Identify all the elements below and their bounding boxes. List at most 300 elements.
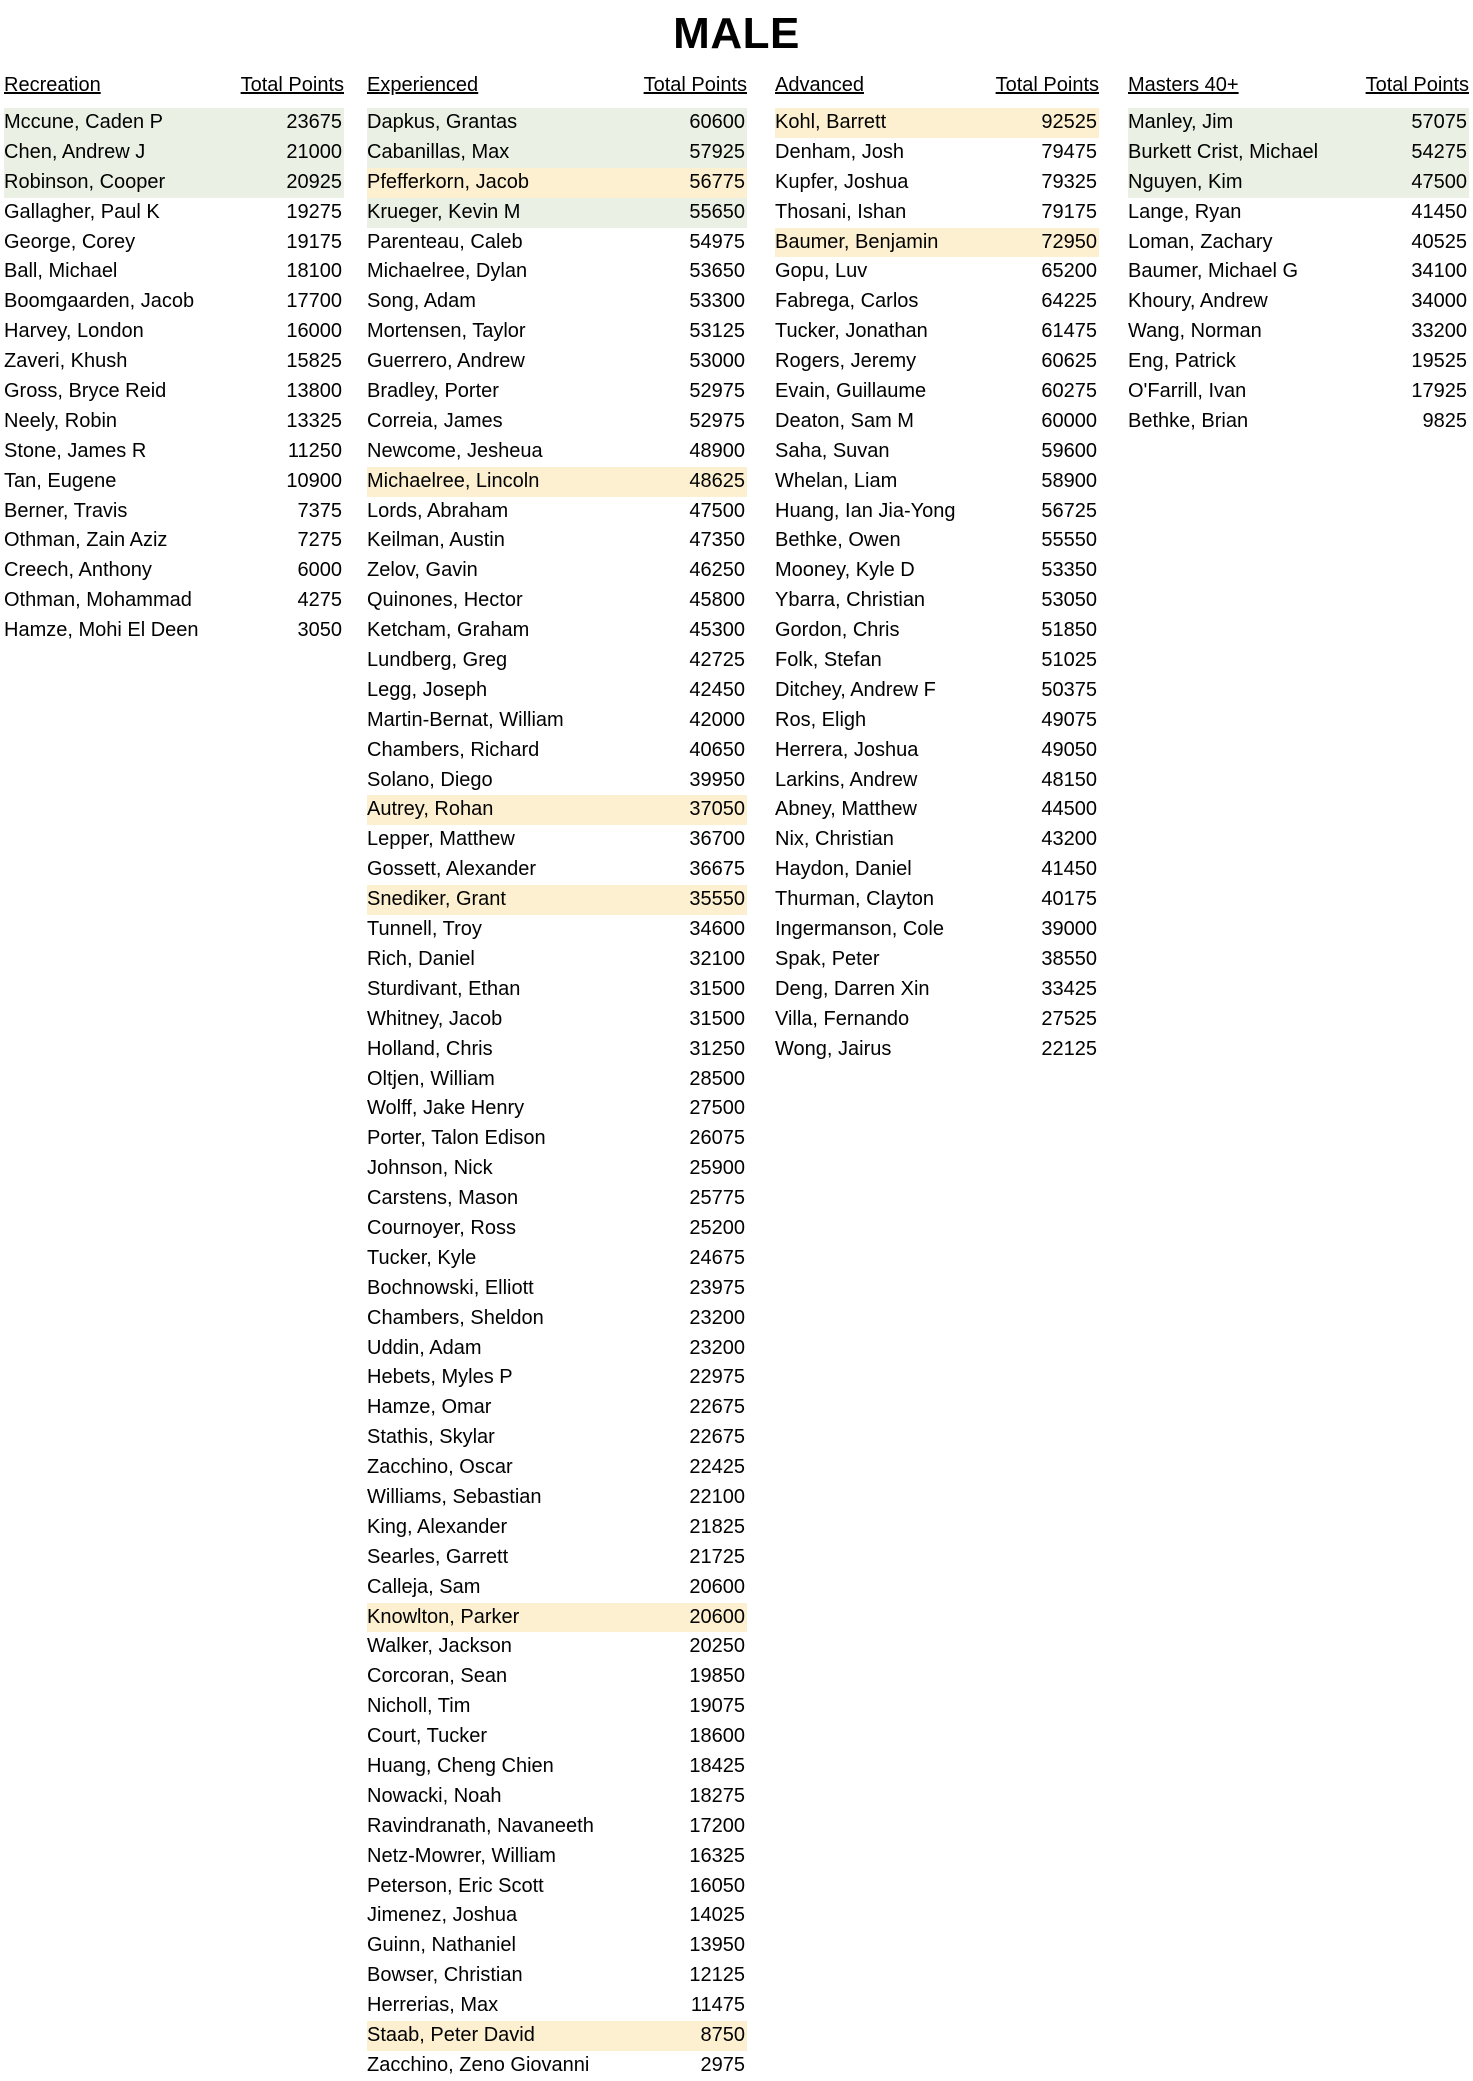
table-row xyxy=(367,646,747,676)
total-points: 47350 xyxy=(689,529,745,552)
table-row xyxy=(367,586,747,616)
table-row xyxy=(367,1872,747,1902)
total-points: 25900 xyxy=(689,1157,745,1180)
total-points: 31500 xyxy=(689,1007,745,1030)
total-points: 56775 xyxy=(689,170,745,193)
table-row xyxy=(367,1842,747,1872)
player-name: Tucker, Jonathan xyxy=(775,320,928,343)
player-name: Corcoran, Sean xyxy=(367,1665,508,1688)
total-points: 41450 xyxy=(1411,200,1467,223)
table-row xyxy=(4,287,344,317)
table-row xyxy=(367,526,747,556)
total-points: 40650 xyxy=(689,738,745,761)
total-points: 6000 xyxy=(297,559,342,582)
total-points: 40175 xyxy=(1041,888,1097,911)
total-points: 55650 xyxy=(689,200,745,223)
total-points: 16325 xyxy=(689,1844,745,1867)
total-points: 55550 xyxy=(1041,529,1097,552)
player-name: Williams, Sebastian xyxy=(367,1485,542,1508)
table-row xyxy=(367,1184,747,1214)
table-row xyxy=(775,108,1099,138)
table-row xyxy=(4,138,344,168)
total-points: 48900 xyxy=(689,439,745,462)
player-name: Wang, Norman xyxy=(1128,320,1262,343)
player-name: Nguyen, Kim xyxy=(1128,170,1243,193)
player-name: Bochnowski, Elliott xyxy=(367,1276,534,1299)
table-row xyxy=(4,108,344,138)
total-points: 49050 xyxy=(1041,738,1097,761)
table-row xyxy=(775,795,1099,825)
player-name: Khoury, Andrew xyxy=(1128,290,1268,313)
player-name: Johnson, Nick xyxy=(367,1157,493,1180)
player-name: Michaelree, Dylan xyxy=(367,260,528,283)
total-points: 16050 xyxy=(689,1874,745,1897)
total-points: 47500 xyxy=(689,499,745,522)
total-points: 35550 xyxy=(689,888,745,911)
player-name: Bethke, Brian xyxy=(1128,409,1249,432)
player-name: Zacchino, Oscar xyxy=(367,1456,513,1479)
player-name: Tan, Eugene xyxy=(4,469,117,492)
total-points: 12125 xyxy=(689,1964,745,1987)
player-name: Gross, Bryce Reid xyxy=(4,380,167,403)
player-name: Lundberg, Greg xyxy=(367,649,508,672)
total-points: 32100 xyxy=(689,947,745,970)
division-name: Experienced xyxy=(367,74,479,96)
total-points: 19275 xyxy=(286,200,342,223)
player-name: Uddin, Adam xyxy=(367,1336,482,1359)
player-name: George, Corey xyxy=(4,230,136,253)
player-name: Peterson, Eric Scott xyxy=(367,1874,544,1897)
total-points: 57925 xyxy=(689,140,745,163)
player-name: Huang, Ian Jia-Yong xyxy=(775,499,956,522)
table-row xyxy=(367,1812,747,1842)
player-name: Autrey, Rohan xyxy=(367,798,494,821)
points-header: Total Points xyxy=(240,74,344,96)
table-row xyxy=(367,855,747,885)
player-name: Ball, Michael xyxy=(4,260,118,283)
table-row xyxy=(367,616,747,646)
division-header xyxy=(775,70,1099,100)
table-row xyxy=(367,1005,747,1035)
player-name: Krueger, Kevin M xyxy=(367,200,521,223)
player-name: Lepper, Matthew xyxy=(367,828,515,851)
total-points: 28500 xyxy=(689,1067,745,1090)
table-row xyxy=(367,766,747,796)
player-name: Whitney, Jacob xyxy=(367,1007,503,1030)
total-points: 19525 xyxy=(1411,350,1467,373)
total-points: 16000 xyxy=(286,320,342,343)
total-points: 13325 xyxy=(286,409,342,432)
table-row xyxy=(775,347,1099,377)
player-name: Knowlton, Parker xyxy=(367,1605,520,1628)
table-row xyxy=(1128,407,1469,437)
total-points: 19850 xyxy=(689,1665,745,1688)
player-name: Evain, Guillaume xyxy=(775,380,927,403)
player-name: Saha, Suvan xyxy=(775,439,890,462)
table-row xyxy=(775,198,1099,228)
total-points: 22675 xyxy=(689,1396,745,1419)
total-points: 41450 xyxy=(1041,858,1097,881)
player-name: Zelov, Gavin xyxy=(367,559,478,582)
table-row xyxy=(367,1782,747,1812)
total-points: 52975 xyxy=(689,380,745,403)
table-row xyxy=(775,975,1099,1005)
player-name: Tucker, Kyle xyxy=(367,1246,477,1269)
total-points: 20600 xyxy=(689,1605,745,1628)
table-row xyxy=(367,736,747,766)
player-name: Deaton, Sam M xyxy=(775,409,914,432)
table-row xyxy=(367,407,747,437)
table-row xyxy=(1128,138,1469,168)
table-row xyxy=(775,168,1099,198)
table-row xyxy=(367,885,747,915)
player-name: Villa, Fernando xyxy=(775,1007,910,1030)
total-points: 36675 xyxy=(689,858,745,881)
player-name: Court, Tucker xyxy=(367,1725,488,1748)
player-name: Denham, Josh xyxy=(775,140,904,163)
table-row xyxy=(775,377,1099,407)
total-points: 11475 xyxy=(690,1994,745,2017)
player-name: Hebets, Myles P xyxy=(367,1366,513,1389)
page-title: MALE xyxy=(673,9,800,58)
player-name: Herrerias, Max xyxy=(367,1994,499,2017)
table-row xyxy=(1128,317,1469,347)
player-name: Othman, Mohammad xyxy=(4,589,192,612)
table-row xyxy=(367,138,747,168)
total-points: 54975 xyxy=(689,230,745,253)
total-points: 27525 xyxy=(1041,1007,1097,1030)
player-name: Burkett Crist, Michael xyxy=(1128,140,1319,163)
player-name: Netz-Mowrer, William xyxy=(367,1844,556,1867)
table-row xyxy=(4,198,344,228)
player-name: Manley, Jim xyxy=(1128,111,1234,133)
player-name: Bowser, Christian xyxy=(367,1964,523,1987)
total-points: 42725 xyxy=(689,649,745,672)
total-points: 13950 xyxy=(689,1934,745,1957)
table-row xyxy=(775,676,1099,706)
table-row xyxy=(367,2051,747,2081)
player-name: Neely, Robin xyxy=(4,409,118,432)
player-name: Rich, Daniel xyxy=(367,947,475,970)
player-name: Baumer, Michael G xyxy=(1128,260,1299,283)
table-row xyxy=(4,347,344,377)
table-row xyxy=(367,1304,747,1334)
table-row xyxy=(775,1005,1099,1035)
table-row xyxy=(367,1214,747,1244)
player-name: O'Farrill, Ivan xyxy=(1128,380,1247,403)
total-points: 18425 xyxy=(689,1754,745,1777)
total-points: 57075 xyxy=(1411,111,1467,133)
player-name: Harvey, London xyxy=(4,320,144,343)
total-points: 38550 xyxy=(1041,947,1097,970)
player-name: Dapkus, Grantas xyxy=(367,111,518,133)
table-row xyxy=(775,766,1099,796)
total-points: 45800 xyxy=(689,589,745,612)
total-points: 34600 xyxy=(689,918,745,941)
table-row xyxy=(367,975,747,1005)
total-points: 54275 xyxy=(1411,140,1467,163)
total-points: 27500 xyxy=(689,1097,745,1120)
table-row xyxy=(775,885,1099,915)
total-points: 37050 xyxy=(689,798,745,821)
player-name: Abney, Matthew xyxy=(775,798,917,821)
division-experienced xyxy=(367,70,747,2081)
total-points: 22425 xyxy=(689,1456,745,1479)
player-name: Ybarra, Christian xyxy=(775,589,926,612)
table-row xyxy=(367,1244,747,1274)
total-points: 92525 xyxy=(1041,111,1097,133)
player-name: Ingermanson, Cole xyxy=(775,918,944,941)
table-row xyxy=(367,1334,747,1364)
table-row xyxy=(1128,108,1469,138)
total-points: 23975 xyxy=(689,1276,745,1299)
total-points: 34100 xyxy=(1411,260,1467,283)
player-name: Staab, Peter David xyxy=(367,2024,535,2046)
player-name: Holland, Chris xyxy=(367,1037,493,1060)
table-row xyxy=(4,407,344,437)
table-row xyxy=(775,556,1099,586)
player-name: Othman, Zain Aziz xyxy=(4,529,168,552)
total-points: 72950 xyxy=(1041,230,1097,253)
total-points: 25775 xyxy=(689,1187,745,1210)
total-points: 23675 xyxy=(286,111,342,133)
table-row xyxy=(4,467,344,497)
player-name: Spak, Peter xyxy=(775,947,880,970)
player-name: Gallagher, Paul K xyxy=(4,200,160,223)
player-name: Nicholl, Tim xyxy=(367,1695,471,1718)
player-name: Keilman, Austin xyxy=(367,529,505,552)
total-points: 17925 xyxy=(1411,380,1467,403)
player-name: Cournoyer, Ross xyxy=(367,1216,516,1239)
table-row xyxy=(775,586,1099,616)
total-points: 18600 xyxy=(689,1725,745,1748)
table-row xyxy=(1128,347,1469,377)
table-row xyxy=(4,497,344,527)
table-row xyxy=(367,1154,747,1184)
total-points: 2975 xyxy=(700,2053,745,2076)
total-points: 45300 xyxy=(689,619,745,642)
table-row xyxy=(1128,257,1469,287)
table-row xyxy=(4,168,344,198)
table-row xyxy=(367,1393,747,1423)
total-points: 36700 xyxy=(689,828,745,851)
total-points: 22125 xyxy=(1041,1037,1097,1060)
table-row xyxy=(367,1483,747,1513)
table-row xyxy=(775,407,1099,437)
table-row xyxy=(367,1722,747,1752)
player-name: Lords, Abraham xyxy=(367,499,509,522)
total-points: 51850 xyxy=(1041,619,1097,642)
player-name: Herrera, Joshua xyxy=(775,738,919,761)
player-name: Wong, Jairus xyxy=(775,1037,892,1060)
total-points: 60275 xyxy=(1041,380,1097,403)
player-name: Fabrega, Carlos xyxy=(775,290,919,313)
player-name: Searles, Garrett xyxy=(367,1545,509,1568)
total-points: 46250 xyxy=(689,559,745,582)
table-row xyxy=(1128,168,1469,198)
table-row xyxy=(367,437,747,467)
player-name: Folk, Stefan xyxy=(775,649,882,672)
player-name: Tunnell, Troy xyxy=(367,918,482,941)
table-row xyxy=(367,2021,747,2051)
player-name: Porter, Talon Edison xyxy=(367,1127,546,1150)
table-row xyxy=(367,168,747,198)
total-points: 23200 xyxy=(689,1306,745,1329)
player-name: Chambers, Sheldon xyxy=(367,1306,544,1329)
table-row xyxy=(775,1035,1099,1065)
total-points: 19175 xyxy=(286,230,342,253)
total-points: 40525 xyxy=(1411,230,1467,253)
total-points: 49075 xyxy=(1041,708,1097,731)
player-name: Song, Adam xyxy=(367,290,476,313)
player-name: Loman, Zachary xyxy=(1128,230,1273,253)
table-row xyxy=(367,198,747,228)
total-points: 10900 xyxy=(286,469,342,492)
player-name: Baumer, Benjamin xyxy=(775,230,939,253)
division-advanced xyxy=(775,70,1099,1065)
table-row xyxy=(4,257,344,287)
table-row xyxy=(367,1931,747,1961)
player-name: Gordon, Chris xyxy=(775,619,900,642)
total-points: 4275 xyxy=(297,589,342,612)
total-points: 21725 xyxy=(689,1545,745,1568)
player-name: Legg, Joseph xyxy=(367,678,488,701)
table-row xyxy=(367,1752,747,1782)
player-name: Wolff, Jake Henry xyxy=(367,1097,525,1120)
player-name: Oltjen, William xyxy=(367,1067,495,1090)
table-row xyxy=(4,437,344,467)
table-row xyxy=(367,1543,747,1573)
player-name: Thosani, Ishan xyxy=(775,200,907,223)
table-row xyxy=(775,855,1099,885)
table-row xyxy=(775,945,1099,975)
table-row xyxy=(367,1094,747,1124)
table-row xyxy=(367,1363,747,1393)
total-points: 42450 xyxy=(689,678,745,701)
player-name: Newcome, Jesheua xyxy=(367,439,543,462)
total-points: 17200 xyxy=(689,1814,745,1837)
player-name: Bethke, Owen xyxy=(775,529,901,552)
player-name: Boomgaarden, Jacob xyxy=(4,290,195,313)
player-name: Stathis, Skylar xyxy=(367,1426,495,1449)
total-points: 52975 xyxy=(689,409,745,432)
table-row xyxy=(775,616,1099,646)
player-name: Larkins, Andrew xyxy=(775,768,918,791)
table-row xyxy=(4,526,344,556)
total-points: 25200 xyxy=(689,1216,745,1239)
total-points: 22975 xyxy=(689,1366,745,1389)
table-row xyxy=(367,1632,747,1662)
player-name: Hamze, Omar xyxy=(367,1396,492,1419)
total-points: 18275 xyxy=(689,1784,745,1807)
total-points: 26075 xyxy=(689,1127,745,1150)
table-row xyxy=(775,228,1099,258)
total-points: 22675 xyxy=(689,1426,745,1449)
player-name: Martin-Bernat, William xyxy=(367,708,564,731)
total-points: 15825 xyxy=(286,350,342,373)
total-points: 20925 xyxy=(286,170,342,193)
table-row xyxy=(367,676,747,706)
total-points: 51025 xyxy=(1041,649,1097,672)
total-points: 53125 xyxy=(689,320,745,343)
table-row xyxy=(775,497,1099,527)
total-points: 34000 xyxy=(1411,290,1467,313)
total-points: 9825 xyxy=(1422,409,1467,432)
player-name: Nix, Christian xyxy=(775,828,894,851)
total-points: 7375 xyxy=(297,499,342,522)
table-row xyxy=(367,1573,747,1603)
table-row xyxy=(367,795,747,825)
total-points: 60000 xyxy=(1041,409,1097,432)
total-points: 22100 xyxy=(689,1485,745,1508)
player-name: Huang, Cheng Chien xyxy=(367,1754,554,1777)
table-row xyxy=(367,347,747,377)
player-name: Robinson, Cooper xyxy=(4,170,166,193)
table-row xyxy=(4,586,344,616)
table-row xyxy=(1128,198,1469,228)
division-name: Masters 40+ xyxy=(1128,74,1239,96)
player-name: Pfefferkorn, Jacob xyxy=(367,170,529,193)
total-points: 18100 xyxy=(286,260,342,283)
player-name: Sturdivant, Ethan xyxy=(367,977,521,1000)
player-name: Carstens, Mason xyxy=(367,1187,519,1210)
player-name: Lange, Ryan xyxy=(1128,200,1242,223)
player-name: Mortensen, Taylor xyxy=(367,320,526,343)
division-header xyxy=(367,70,747,100)
player-name: Kupfer, Joshua xyxy=(775,170,909,193)
total-points: 19075 xyxy=(689,1695,745,1718)
table-row xyxy=(1128,287,1469,317)
table-row xyxy=(367,556,747,586)
table-row xyxy=(367,1065,747,1095)
player-name: Thurman, Clayton xyxy=(775,888,934,911)
player-name: King, Alexander xyxy=(367,1515,508,1538)
table-row xyxy=(367,825,747,855)
total-points: 13800 xyxy=(286,380,342,403)
division-name: Recreation xyxy=(4,74,101,96)
player-name: Guerrero, Andrew xyxy=(367,350,525,373)
table-row xyxy=(367,497,747,527)
table-row xyxy=(367,1692,747,1722)
player-name: Nowacki, Noah xyxy=(367,1784,502,1807)
standings-list xyxy=(1128,108,1469,437)
player-name: Ros, Eligh xyxy=(775,708,867,731)
total-points: 64225 xyxy=(1041,290,1097,313)
player-name: Mccune, Caden P xyxy=(4,111,163,133)
player-name: Chen, Andrew J xyxy=(4,140,146,163)
total-points: 3050 xyxy=(297,619,342,642)
player-name: Quinones, Hector xyxy=(367,589,523,612)
total-points: 8750 xyxy=(700,2024,745,2046)
table-row xyxy=(775,736,1099,766)
table-row xyxy=(775,257,1099,287)
table-row xyxy=(4,377,344,407)
player-name: Guinn, Nathaniel xyxy=(367,1934,516,1957)
total-points: 44500 xyxy=(1041,798,1097,821)
division-header xyxy=(1128,70,1469,100)
player-name: Ketcham, Graham xyxy=(367,619,530,642)
total-points: 33425 xyxy=(1041,977,1097,1000)
player-name: Deng, Darren Xin xyxy=(775,977,930,1000)
table-row xyxy=(775,437,1099,467)
player-name: Ravindranath, Navaneeth xyxy=(367,1814,594,1837)
total-points: 20250 xyxy=(689,1635,745,1658)
player-name: Berner, Travis xyxy=(4,499,128,522)
total-points: 17700 xyxy=(286,290,342,313)
standings-list xyxy=(4,108,344,646)
player-name: Chambers, Richard xyxy=(367,738,540,761)
total-points: 79175 xyxy=(1041,200,1097,223)
